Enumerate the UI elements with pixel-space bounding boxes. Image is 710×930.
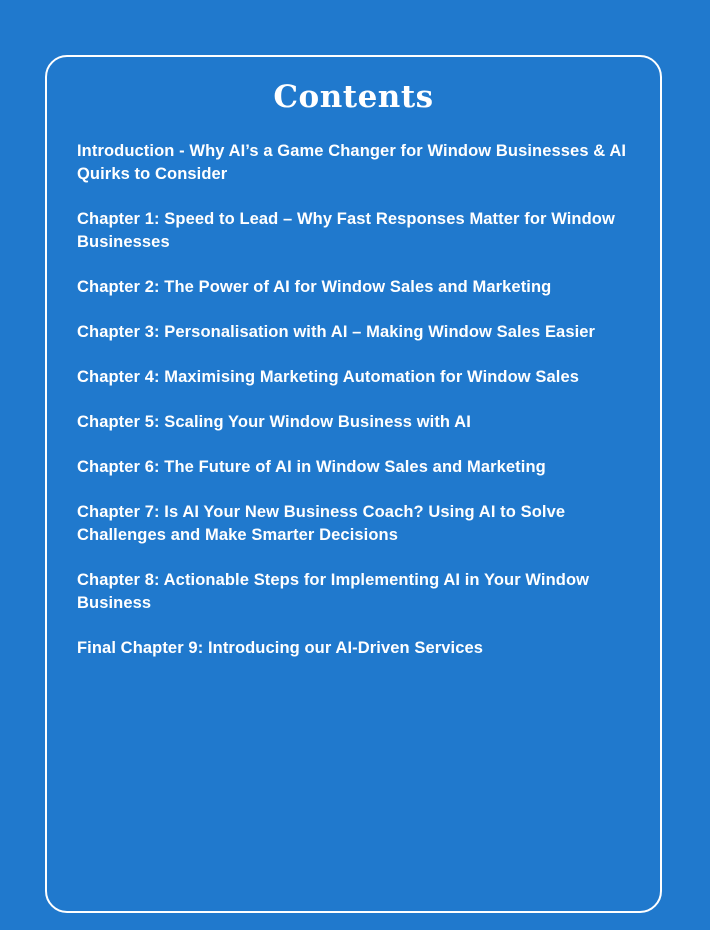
content-frame-border <box>45 55 662 913</box>
toc-entry-chapter-2[interactable]: Chapter 2: The Power of AI for Window Sales and Marketing <box>77 278 552 296</box>
toc-entry-chapter-5[interactable]: Chapter 5: Scaling Your Window Business with AI <box>77 413 471 431</box>
toc-entry-introduction[interactable]: Introduction - Why AI’s a Game Changer for Window Businesses & AI Quirks to Consider <box>77 142 627 183</box>
page-title: Contents <box>273 79 434 115</box>
toc-entry-chapter-3[interactable]: Chapter 3: Personalisation with AI – Making Window Sales Easier <box>77 323 596 341</box>
toc-entry-chapter-4[interactable]: Chapter 4: Maximising Marketing Automation for Window Sales <box>77 368 580 386</box>
toc-entry-chapter-8[interactable]: Chapter 8: Actionable Steps for Implementing AI in Your Window Business <box>77 571 590 612</box>
table-of-contents <box>77 140 634 682</box>
toc-entry-chapter-7[interactable]: Chapter 7: Is AI Your New Business Coach? Using AI to Solve Challenges and Make Smarter Decisions <box>77 503 566 544</box>
toc-entry-chapter-9[interactable]: Final Chapter 9: Introducing our AI-Driven Services <box>77 639 484 657</box>
toc-entry-chapter-6[interactable]: Chapter 6: The Future of AI in Window Sales and Marketing <box>77 458 546 476</box>
toc-entry-chapter-1[interactable]: Chapter 1: Speed to Lead – Why Fast Responses Matter for Window Businesses <box>77 210 615 251</box>
